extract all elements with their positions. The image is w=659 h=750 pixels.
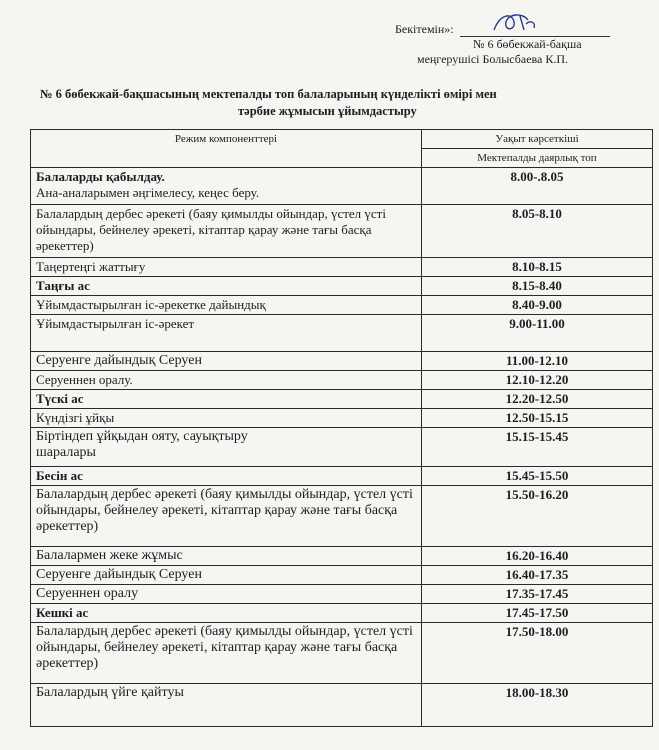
title-line-1: № 6 бөбекжай-бақшасының мектепалды топ балаларының күнделікті өмірі мен [40, 87, 497, 101]
approval-block [395, 22, 645, 67]
signature-icon [490, 10, 540, 36]
row-time: 12.20-12.50 [422, 390, 653, 409]
header-group: Мектепалды даярлық топ [422, 149, 653, 168]
row-component: Серуеннен оралу [31, 585, 422, 604]
table-row [31, 371, 653, 390]
row-time: 17.45-17.50 [422, 604, 653, 623]
row-component: Түскі ас [31, 390, 422, 409]
approval-line-3: меңгерушісі Болысбаева К.П. [417, 52, 569, 66]
row-component: Серуенге дайындық Серуен [31, 566, 422, 585]
row-component: Таңертеңгі жаттығу [31, 258, 422, 277]
header-time: Уақыт кәрсеткіші [422, 130, 653, 149]
row-time: 8.15-8.40 [422, 277, 653, 296]
table-row [31, 296, 653, 315]
schedule-table [30, 129, 653, 727]
row-time: 11.00-12.10 [422, 352, 653, 371]
table-row [31, 604, 653, 623]
row-component: Ұйымдастырылған іс-әрекет [31, 315, 422, 352]
table-row [31, 547, 653, 566]
approval-label: Бекітемін»: [395, 22, 454, 36]
row-component: Балалардың үйге қайтуы [31, 684, 422, 727]
title-line-2: тәрбие жұмысын ұйымдастыру [238, 104, 417, 118]
table-row [31, 566, 653, 585]
row-time: 15.50-16.20 [422, 486, 653, 547]
row-time: 16.40-17.35 [422, 566, 653, 585]
table-row [31, 258, 653, 277]
row-time: 12.50-15.15 [422, 409, 653, 428]
row-time: 17.50-18.00 [422, 623, 653, 684]
row-time: 18.00-18.30 [422, 684, 653, 727]
row-text: Балаларды қабылдау. [36, 169, 165, 184]
row-time: 15.45-15.50 [422, 467, 653, 486]
row-time: 8.00-.8.05 [422, 168, 653, 205]
signature-line [460, 22, 610, 37]
table-header-row [31, 130, 653, 149]
row-time: 8.10-8.15 [422, 258, 653, 277]
table-row [31, 352, 653, 371]
document-title [40, 86, 630, 120]
approval-line-2: № 6 бөбекжай-бақша [473, 37, 582, 51]
row-component: Біртіндеп ұйқыдан ояту, сауықтыру шаралары [31, 428, 422, 467]
table-row [31, 486, 653, 547]
row-time: 16.20-16.40 [422, 547, 653, 566]
row-component: Кешкі ас [31, 604, 422, 623]
row-text-2: Ана-аналарымен әңгімелесу, кеңес беру. [36, 185, 260, 200]
row-component: Таңғы ас [31, 277, 422, 296]
table-row [31, 277, 653, 296]
table-row [31, 168, 653, 205]
table-row [31, 390, 653, 409]
row-time: 8.40-9.00 [422, 296, 653, 315]
row-time: 12.10-12.20 [422, 371, 653, 390]
table-row [31, 205, 653, 258]
header-component: Режим компоненттері [31, 130, 422, 168]
row-component: Балалардың дербес әрекеті (баяу қимылды ойындар, үстел үсті ойындары, бейнелеу әрекеті, кітаптар қарау және тағы басқа әрекеттер) [31, 205, 422, 258]
row-component: Серуенге дайындық Серуен [31, 352, 422, 371]
row-time: 9.00-11.00 [422, 315, 653, 352]
row-component [31, 168, 422, 205]
table-row [31, 623, 653, 684]
row-component: Бесін ас [31, 467, 422, 486]
row-component: Балалармен жеке жұмыс [31, 547, 422, 566]
row-component: Күндізгі ұйқы [31, 409, 422, 428]
table-row [31, 409, 653, 428]
table-row [31, 428, 653, 467]
row-component: Балалардың дербес әрекеті (баяу қимылды ойындар, үстел үсті ойындары, бейнелеу әрекеті, кітаптар қарау және тағы басқа әрекеттер) [31, 486, 422, 547]
table-row [31, 315, 653, 352]
row-component: Ұйымдастырылған іс-әрекетке дайындық [31, 296, 422, 315]
row-time: 17.35-17.45 [422, 585, 653, 604]
row-component: Балалардың дербес әрекеті (баяу қимылды ойындар, үстел үсті ойындары, бейнелеу әрекеті, кітаптар қарау және тағы басқа әрекеттер) [31, 623, 422, 684]
table-row [31, 585, 653, 604]
table-row [31, 467, 653, 486]
row-time: 15.15-15.45 [422, 428, 653, 467]
table-row [31, 684, 653, 727]
row-component: Серуеннен оралу. [31, 371, 422, 390]
row-time: 8.05-8.10 [422, 205, 653, 258]
